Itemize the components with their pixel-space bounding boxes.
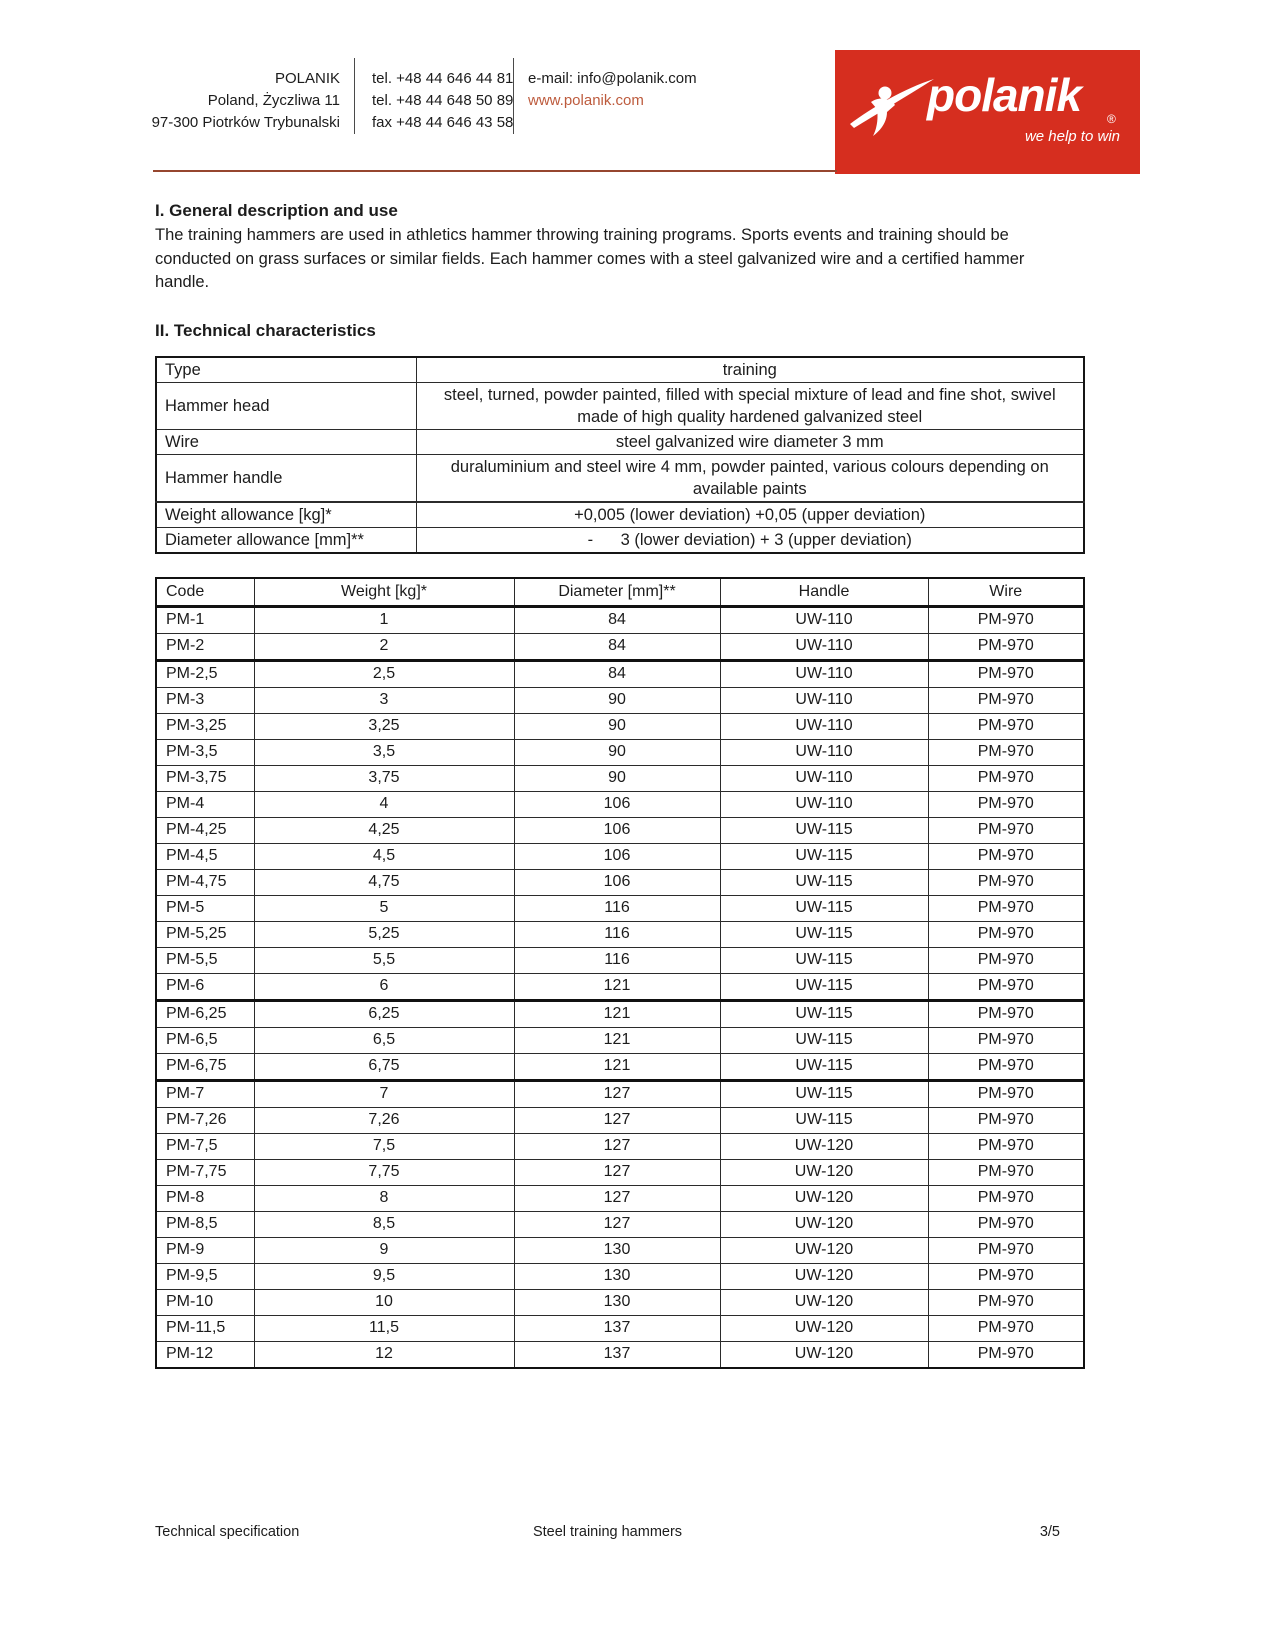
cell-handle: UW-120: [720, 1341, 928, 1368]
section-2-title: II. Technical characteristics: [155, 320, 376, 340]
cell-wire: PM-970: [928, 713, 1084, 739]
spec-label: Hammer head: [156, 382, 416, 429]
company-contact: [528, 68, 728, 112]
product-table-header-row: [156, 578, 1084, 607]
table-row: [156, 1053, 1084, 1080]
cell-code: PM-4,5: [156, 843, 254, 869]
cell-weight: 2: [254, 633, 514, 660]
cell-handle: UW-120: [720, 1315, 928, 1341]
spec-row-hammer-head: [156, 382, 1084, 429]
spec-value: steel galvanized wire diameter 3 mm: [416, 429, 1084, 454]
cell-diameter: 130: [514, 1263, 720, 1289]
main-content: [155, 201, 1083, 1369]
cell-handle: UW-120: [720, 1263, 928, 1289]
cell-weight: 5: [254, 895, 514, 921]
cell-code: PM-6,25: [156, 1000, 254, 1027]
cell-diameter: 137: [514, 1315, 720, 1341]
cell-weight: 7,5: [254, 1133, 514, 1159]
cell-code: PM-7: [156, 1080, 254, 1107]
cell-diameter: 116: [514, 895, 720, 921]
section-1-body: The training hammers are used in athletics hammer throwing training programs. Sports events and training should be conducted on grass surfaces or similar fields. Each hammer comes with a steel galvanized wire and a certified hammer handle.: [155, 226, 1025, 291]
cell-handle: UW-115: [720, 973, 928, 1000]
cell-code: PM-8,5: [156, 1211, 254, 1237]
cell-weight: 7,75: [254, 1159, 514, 1185]
cell-weight: 4: [254, 791, 514, 817]
footer-doc-type: Technical specification: [155, 1524, 300, 1540]
product-table-body: [156, 606, 1084, 1368]
cell-weight: 4,75: [254, 869, 514, 895]
cell-handle: UW-110: [720, 791, 928, 817]
cell-handle: UW-115: [720, 1053, 928, 1080]
cell-diameter: 106: [514, 843, 720, 869]
cell-diameter: 127: [514, 1159, 720, 1185]
table-row: [156, 895, 1084, 921]
cell-weight: 1: [254, 606, 514, 633]
cell-wire: PM-970: [928, 1080, 1084, 1107]
logo-wordmark: polanik: [927, 69, 1082, 121]
cell-handle: UW-120: [720, 1211, 928, 1237]
table-row: [156, 1289, 1084, 1315]
cell-code: PM-5: [156, 895, 254, 921]
cell-wire: PM-970: [928, 1159, 1084, 1185]
cell-wire: PM-970: [928, 1211, 1084, 1237]
cell-diameter: 106: [514, 869, 720, 895]
spec-row-wire: [156, 429, 1084, 454]
footer-doc-title: Steel training hammers: [532, 1524, 683, 1540]
cell-handle: UW-120: [720, 1185, 928, 1211]
cell-handle: UW-115: [720, 947, 928, 973]
cell-handle: UW-115: [720, 895, 928, 921]
cell-handle: UW-110: [720, 606, 928, 633]
cell-wire: PM-970: [928, 1000, 1084, 1027]
company-phones: [372, 68, 522, 134]
table-row: [156, 1107, 1084, 1133]
table-row: [156, 660, 1084, 687]
cell-handle: UW-115: [720, 1000, 928, 1027]
registered-mark: ®: [1107, 112, 1116, 126]
section-1-title: I. General description and use: [155, 201, 398, 220]
header-handle: Handle: [720, 578, 928, 607]
table-row: [156, 869, 1084, 895]
table-row: [156, 687, 1084, 713]
cell-handle: UW-115: [720, 869, 928, 895]
cell-wire: PM-970: [928, 895, 1084, 921]
cell-handle: UW-115: [720, 1080, 928, 1107]
cell-handle: UW-115: [720, 1107, 928, 1133]
cell-weight: 9,5: [254, 1263, 514, 1289]
cell-diameter: 127: [514, 1080, 720, 1107]
footer-page-number: 3/5: [1039, 1524, 1061, 1540]
cell-diameter: 127: [514, 1211, 720, 1237]
cell-weight: 10: [254, 1289, 514, 1315]
spec-label: Diameter allowance [mm]**: [156, 527, 416, 553]
table-row: [156, 606, 1084, 633]
table-row: [156, 1237, 1084, 1263]
cell-code: PM-5,5: [156, 947, 254, 973]
cell-code: PM-4: [156, 791, 254, 817]
cell-handle: UW-120: [720, 1133, 928, 1159]
cell-diameter: 127: [514, 1185, 720, 1211]
cell-diameter: 90: [514, 687, 720, 713]
cell-diameter: 116: [514, 947, 720, 973]
cell-handle: UW-110: [720, 739, 928, 765]
header-diameter: Diameter [mm]**: [514, 578, 720, 607]
table-row: [156, 921, 1084, 947]
cell-code: PM-12: [156, 1341, 254, 1368]
cell-diameter: 116: [514, 921, 720, 947]
spec-label: Type: [156, 357, 416, 383]
cell-weight: 6,75: [254, 1053, 514, 1080]
cell-diameter: 84: [514, 660, 720, 687]
cell-code: PM-11,5: [156, 1315, 254, 1341]
cell-weight: 8,5: [254, 1211, 514, 1237]
cell-weight: 3,5: [254, 739, 514, 765]
page-footer: [155, 1524, 1060, 1540]
table-row: [156, 791, 1084, 817]
cell-wire: PM-970: [928, 1107, 1084, 1133]
cell-code: PM-4,75: [156, 869, 254, 895]
spec-value: +0,005 (lower deviation) +0,05 (upper deviation): [416, 502, 1084, 528]
table-row: [156, 1263, 1084, 1289]
cell-wire: PM-970: [928, 1341, 1084, 1368]
cell-weight: 3: [254, 687, 514, 713]
cell-code: PM-10: [156, 1289, 254, 1315]
cell-code: PM-7,75: [156, 1159, 254, 1185]
cell-weight: 4,25: [254, 817, 514, 843]
cell-handle: UW-110: [720, 765, 928, 791]
cell-handle: UW-115: [720, 843, 928, 869]
spec-value: duraluminium and steel wire 4 mm, powder painted, various colours depending on available paints: [416, 454, 1084, 502]
cell-code: PM-4,25: [156, 817, 254, 843]
cell-code: PM-6,75: [156, 1053, 254, 1080]
cell-handle: UW-110: [720, 687, 928, 713]
cell-handle: UW-115: [720, 921, 928, 947]
cell-weight: 9: [254, 1237, 514, 1263]
spec-row-type: [156, 357, 1084, 383]
table-row: [156, 843, 1084, 869]
table-row: [156, 739, 1084, 765]
cell-wire: PM-970: [928, 1185, 1084, 1211]
company-address: [130, 68, 340, 134]
cell-wire: PM-970: [928, 687, 1084, 713]
cell-handle: UW-110: [720, 660, 928, 687]
spec-label: Wire: [156, 429, 416, 454]
cell-code: PM-3,75: [156, 765, 254, 791]
cell-weight: 6,5: [254, 1027, 514, 1053]
spec-label: Hammer handle: [156, 454, 416, 502]
table-row: [156, 713, 1084, 739]
cell-diameter: 90: [514, 713, 720, 739]
cell-handle: UW-115: [720, 817, 928, 843]
cell-weight: 3,75: [254, 765, 514, 791]
cell-weight: 7: [254, 1080, 514, 1107]
cell-handle: UW-115: [720, 1027, 928, 1053]
table-row: [156, 1027, 1084, 1053]
company-street: Poland, Życzliwa 11: [207, 92, 340, 109]
website-link[interactable]: www.polanik.com: [528, 92, 644, 109]
header-wire: Wire: [928, 578, 1084, 607]
cell-wire: PM-970: [928, 791, 1084, 817]
cell-code: PM-6,5: [156, 1027, 254, 1053]
spec-label: Weight allowance [kg]*: [156, 502, 416, 528]
table-row: [156, 1211, 1084, 1237]
cell-code: PM-1: [156, 606, 254, 633]
header-rule: [153, 170, 837, 172]
logo-tagline: we help to win: [1024, 128, 1120, 145]
cell-handle: UW-120: [720, 1289, 928, 1315]
cell-weight: 11,5: [254, 1315, 514, 1341]
cell-handle: UW-120: [720, 1237, 928, 1263]
cell-wire: PM-970: [928, 947, 1084, 973]
cell-diameter: 130: [514, 1237, 720, 1263]
cell-diameter: 121: [514, 973, 720, 1000]
spec-value: steel, turned, powder painted, filled with special mixture of lead and fine shot, swivel made of high quality hardened galvanized steel: [416, 382, 1084, 429]
runner-swoosh-icon: [849, 72, 935, 138]
cell-wire: PM-970: [928, 817, 1084, 843]
cell-code: PM-6: [156, 973, 254, 1000]
spec-row-hammer-handle: [156, 454, 1084, 502]
cell-diameter: 84: [514, 606, 720, 633]
table-row: [156, 1185, 1084, 1211]
cell-diameter: 127: [514, 1107, 720, 1133]
cell-diameter: 121: [514, 1053, 720, 1080]
table-row: [156, 1341, 1084, 1368]
company-name: POLANIK: [274, 70, 340, 87]
cell-code: PM-9,5: [156, 1263, 254, 1289]
cell-wire: PM-970: [928, 1133, 1084, 1159]
cell-wire: PM-970: [928, 1027, 1084, 1053]
letterhead-divider: [354, 58, 355, 134]
cell-code: PM-3,25: [156, 713, 254, 739]
cell-weight: 4,5: [254, 843, 514, 869]
cell-weight: 6: [254, 973, 514, 1000]
cell-weight: 5,5: [254, 947, 514, 973]
cell-weight: 8: [254, 1185, 514, 1211]
table-row: [156, 633, 1084, 660]
spec-table: [155, 356, 1085, 554]
cell-code: PM-3,5: [156, 739, 254, 765]
cell-wire: PM-970: [928, 606, 1084, 633]
cell-wire: PM-970: [928, 1315, 1084, 1341]
spec-row-diameter-allowance: [156, 527, 1084, 553]
fax-line: fax +48 44 646 43 58: [372, 114, 514, 131]
cell-weight: 6,25: [254, 1000, 514, 1027]
cell-handle: UW-110: [720, 633, 928, 660]
cell-wire: PM-970: [928, 843, 1084, 869]
cell-weight: 3,25: [254, 713, 514, 739]
header-weight: Weight [kg]*: [254, 578, 514, 607]
cell-wire: PM-970: [928, 1053, 1084, 1080]
cell-handle: UW-110: [720, 713, 928, 739]
cell-diameter: 121: [514, 1000, 720, 1027]
spec-value: - 3 (lower deviation) + 3 (upper deviation): [416, 527, 1084, 553]
email-text: e-mail: info@polanik.com: [528, 70, 697, 87]
company-city: 97-300 Piotrków Trybunalski: [151, 114, 340, 131]
table-row: [156, 1159, 1084, 1185]
cell-code: PM-7,26: [156, 1107, 254, 1133]
table-row: [156, 765, 1084, 791]
cell-diameter: 90: [514, 739, 720, 765]
spec-value: training: [416, 357, 1084, 383]
cell-weight: 2,5: [254, 660, 514, 687]
cell-code: PM-2: [156, 633, 254, 660]
table-row: [156, 1133, 1084, 1159]
phone-line-1: tel. +48 44 646 44 81: [372, 70, 514, 87]
cell-wire: PM-970: [928, 660, 1084, 687]
table-row: [156, 1080, 1084, 1107]
cell-diameter: 130: [514, 1289, 720, 1315]
cell-diameter: 121: [514, 1027, 720, 1053]
cell-code: PM-7,5: [156, 1133, 254, 1159]
product-table: [155, 577, 1085, 1369]
cell-wire: PM-970: [928, 973, 1084, 1000]
cell-weight: 12: [254, 1341, 514, 1368]
cell-diameter: 106: [514, 817, 720, 843]
cell-code: PM-5,25: [156, 921, 254, 947]
polanik-logo: [835, 50, 1140, 174]
table-row: [156, 1315, 1084, 1341]
table-row: [156, 817, 1084, 843]
cell-handle: UW-120: [720, 1159, 928, 1185]
table-row: [156, 973, 1084, 1000]
cell-code: PM-9: [156, 1237, 254, 1263]
cell-code: PM-8: [156, 1185, 254, 1211]
cell-code: PM-2,5: [156, 660, 254, 687]
cell-diameter: 127: [514, 1133, 720, 1159]
cell-wire: PM-970: [928, 739, 1084, 765]
cell-wire: PM-970: [928, 1289, 1084, 1315]
cell-wire: PM-970: [928, 869, 1084, 895]
cell-wire: PM-970: [928, 1237, 1084, 1263]
cell-diameter: 106: [514, 791, 720, 817]
cell-wire: PM-970: [928, 765, 1084, 791]
cell-weight: 5,25: [254, 921, 514, 947]
phone-line-2: tel. +48 44 648 50 89: [372, 92, 514, 109]
cell-diameter: 84: [514, 633, 720, 660]
header-code: Code: [156, 578, 254, 607]
cell-wire: PM-970: [928, 921, 1084, 947]
cell-diameter: 137: [514, 1341, 720, 1368]
cell-code: PM-3: [156, 687, 254, 713]
cell-weight: 7,26: [254, 1107, 514, 1133]
spec-row-weight-allowance: [156, 502, 1084, 528]
cell-wire: PM-970: [928, 633, 1084, 660]
cell-diameter: 90: [514, 765, 720, 791]
cell-wire: PM-970: [928, 1263, 1084, 1289]
table-row: [156, 1000, 1084, 1027]
table-row: [156, 947, 1084, 973]
letterhead-divider: [513, 58, 514, 134]
